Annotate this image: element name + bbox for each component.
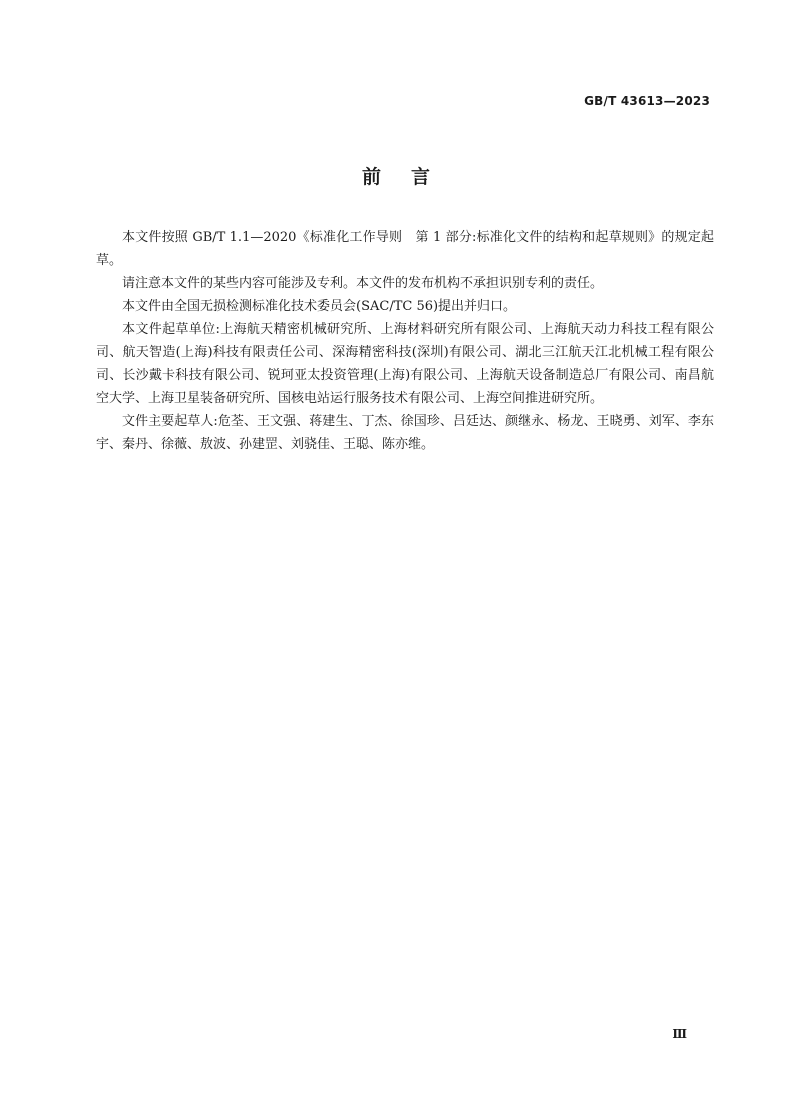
page-title: 前言 [361,166,460,188]
paragraph-drafting-units: 本文件起草单位:上海航天精密机械研究所、上海材料研究所有限公司、上海航天动力科技工程有限公司、航天智造(上海)科技有限责任公司、深海精密科技(深圳)有限公司、湖北三江航天江北机械工程有限公司、长沙戴卡科技有限公司、锐珂亚太投资管理(上海)有限公司、上海航天设备制造总厂有限公司、南昌航空大学、上海卫星装备研究所、国核电站运行服务技术有限公司、上海空间推进研究所。 [96,322,714,406]
paragraph-committee: 本文件由全国无损检测标准化技术委员会(SAC/TC 56)提出并归口。 [122,299,517,314]
paragraph-patent-notice: 请注意本文件的某些内容可能涉及专利。本文件的发布机构不承担识别专利的责任。 [122,276,604,291]
standard-number: GB/T 43613—2023 [584,94,710,108]
paragraph-drafters: 文件主要起草人:危荃、王文强、蒋建生、丁杰、徐国珍、吕廷达、颜继永、杨龙、王晓勇、刘军、李东宇、秦丹、徐薇、敖波、孙建罡、刘骁佳、王聪、陈亦维。 [96,414,714,452]
foreword-body [96,226,714,456]
page-number: Ⅲ [672,1027,687,1041]
paragraph-drafting-rules: 本文件按照 GB/T 1.1—2020《标准化工作导则 第 1 部分:标准化文件的结构和起草规则》的规定起草。 [96,230,714,268]
